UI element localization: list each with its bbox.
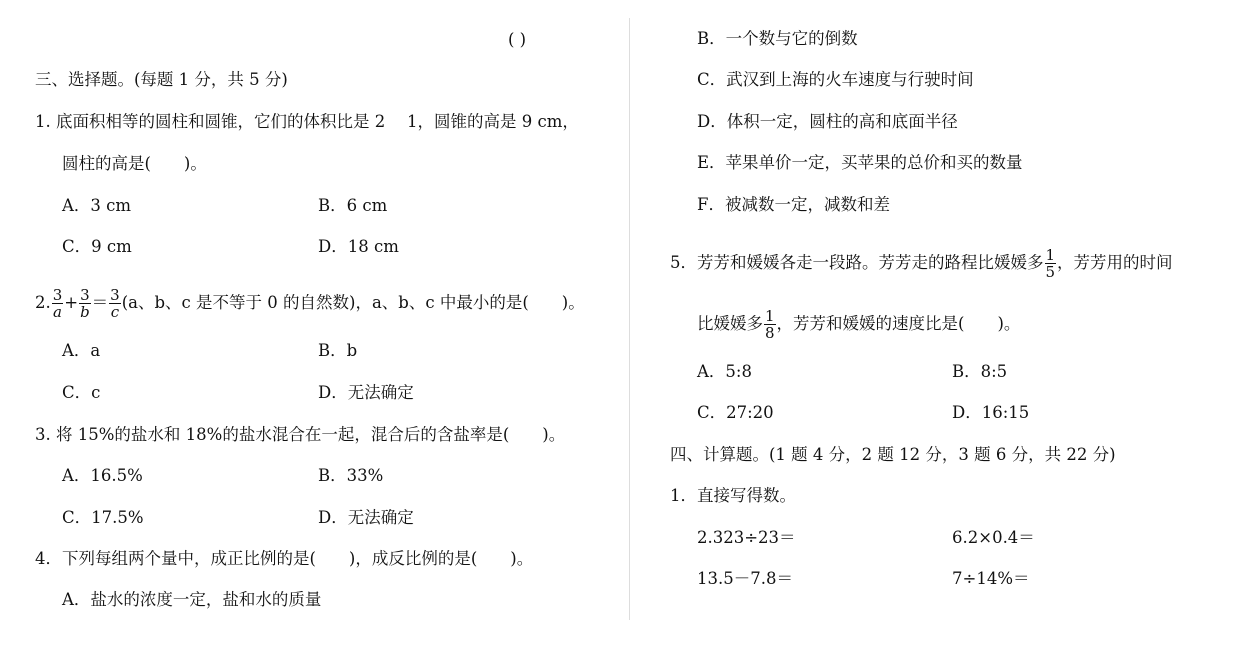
fraction: $\frac{3}{a}$ [52, 286, 63, 321]
calc-item: 2.323÷23＝ [697, 528, 796, 547]
answer-blank: ( ) [508, 30, 527, 49]
section-4-heading: 四、计算题。(1 题 4 分，2 题 12 分，3 题 6 分，共 22 分) [670, 445, 1116, 464]
question-5: 5．芳芳和媛媛各走一段路。芳芳走的路程比媛媛多 $\frac{1}{5}$ ，芳芳用的时间 [670, 246, 1173, 281]
fraction: $\frac{1}{8}$ [765, 307, 775, 342]
q4-option-f: F．被减数一定，减数和差 [697, 195, 890, 214]
question-4: 4．下列每组两个量中，成正比例的是( )，成反比例的是( )。 [35, 549, 534, 568]
q3-option-a: A．16.5% [62, 466, 143, 485]
q4-option-c: C．武汉到上海的火车速度与行驶时间 [697, 70, 974, 89]
fraction: $\frac{3}{b}$ [80, 286, 90, 321]
q2-option-d: D．无法确定 [318, 383, 414, 402]
q3-option-d: D．无法确定 [318, 508, 414, 527]
fraction: $\frac{3}{c}$ [110, 286, 120, 321]
column-divider [629, 18, 630, 620]
calc-question-1: 1．直接写得数。 [670, 486, 796, 505]
q2-option-c: C．c [62, 383, 101, 402]
calc-item: 6.2×0.4＝ [952, 528, 1035, 547]
calc-item: 13.5－7.8＝ [697, 569, 793, 588]
q1-option-c: C．9 cm [62, 237, 132, 256]
q5-option-d: D．16:15 [952, 403, 1030, 422]
calc-item: 7÷14%＝ [952, 569, 1030, 588]
question-5-cont: 比媛媛多 $\frac{1}{8}$ ，芳芳和媛媛的速度比是( )。 [697, 307, 1021, 342]
question-1: 1. 底面积相等的圆柱和圆锥，它们的体积比是 2 1，圆锥的高是 9 cm， [35, 112, 579, 131]
q3-option-c: C．17.5% [62, 508, 144, 527]
q4-option-d: D．体积一定，圆柱的高和底面半径 [697, 112, 958, 131]
q3-option-b: B．33% [318, 466, 384, 485]
q4-option-e: E．苹果单价一定，买苹果的总价和买的数量 [697, 153, 1023, 172]
q5-option-b: B．8:5 [952, 362, 1008, 381]
q4-option-b: B．一个数与它的倒数 [697, 29, 858, 48]
q2-text: (a、b、c 是不等于 0 的自然数)，a、b、c 中最小的是( )。 [121, 293, 585, 312]
q1-option-b: B．6 cm [318, 196, 388, 215]
fraction: $\frac{1}{5}$ [1045, 246, 1056, 281]
q2-option-a: A．a [62, 341, 101, 360]
section-3-heading: 三、选择题。(每题 1 分，共 5 分) [35, 70, 288, 89]
q1-option-d: D．18 cm [318, 237, 399, 256]
q2-option-b: B．b [318, 341, 358, 360]
question-3: 3. 将 15%的盐水和 18%的盐水混合在一起，混合后的含盐率是( )。 [35, 425, 566, 444]
q5-option-c: C．27:20 [697, 403, 774, 422]
question-1-cont: 圆柱的高是( )。 [62, 154, 207, 173]
question-2: 2. $\frac{3}{a}$ + $\frac{3}{b}$ ＝ $\frac{3}{c}$ (a、b、c 是不等于 0 的自然数)，a、b、c 中最小的是( )。 [35, 286, 585, 321]
q4-option-a: A．盐水的浓度一定，盐和水的质量 [62, 590, 322, 609]
q5-option-a: A．5:8 [697, 362, 752, 381]
q2-number: 2. [35, 293, 51, 312]
q1-option-a: A．3 cm [62, 196, 132, 215]
